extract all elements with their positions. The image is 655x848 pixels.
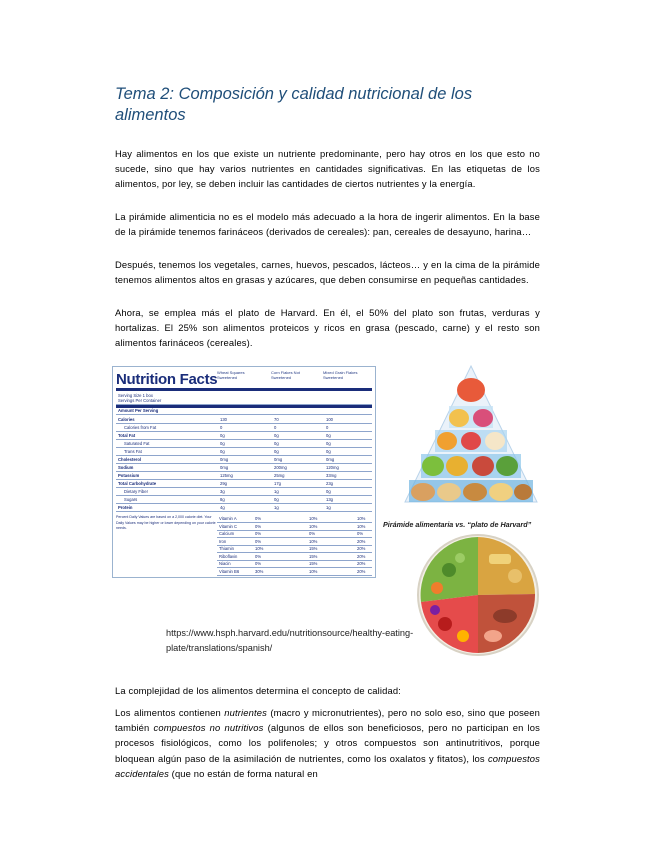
vitamin-row: Vitamin B6 30% 10% 20% (217, 568, 372, 576)
nutrition-row: Sodium 0mg 200mg 120mg (116, 464, 372, 472)
nutrition-facts-heading: Nutrition Facts (116, 371, 218, 388)
food-character-icon (411, 483, 435, 501)
nutrition-row: Sugars 8g 0g 13g (116, 496, 372, 504)
bread-icon (489, 554, 511, 564)
column-header-1: Wheat Squares Sweetened (217, 370, 245, 380)
nutrition-row: Total Carbohydrate 29g 17g 23g (116, 480, 372, 488)
term-compuestos-accidentales: compuestos accidentales (115, 752, 540, 779)
nutrition-footnote: Percent Daily Values are based on a 2,000 calorie diet. Your Daily Values may be higher or lower depending on your calorie needs. (116, 515, 216, 530)
divider (116, 388, 372, 391)
food-character-icon (472, 456, 494, 476)
column-header-3: Mixed Grain Flakes Sweetened (323, 370, 358, 380)
term-nutrientes: nutrientes (224, 707, 267, 718)
page-title: Tema 2: Composición y calidad nutricional de los alimentos (115, 85, 473, 124)
amount-row: Amount Per Serving (116, 407, 372, 415)
food-character-icon (437, 432, 457, 450)
paragraph-5: La complejidad de los alimentos determina el concepto de calidad: (115, 685, 401, 696)
figure-caption: Pirámide alimentaria vs. “plato de Harvard” (383, 520, 532, 529)
vitamin-row: Iron 0% 10% 20% (217, 538, 372, 546)
vegetable-icon (442, 563, 456, 577)
nutrition-row: Cholesterol 0mg 0mg 0mg (116, 456, 372, 464)
food-pyramid-illustration (397, 362, 545, 512)
paragraph-6: Los alimentos contienen nutrientes (macro y micronutrientes), pero no solo eso, sino que poseen también compuestos no nutritivos (algunos de ellos son beneficiosos, pero no participan en los procesos fisiológicos, como los polifenoles; y otros compuestos son antinutritivos, porque bloquean algún paso de la asimilación de nutrientes, como los oxalatos y fitatos), los compuestos accidentales (que no están de forma natural en (115, 707, 541, 779)
food-character-icon (446, 456, 468, 476)
serving-size-row: Serving Size 1 box (118, 393, 153, 398)
fruit-icon (430, 605, 440, 615)
vitamin-row: Thiamin 10% 15% 20% (217, 545, 372, 553)
paragraph-1: Hay alimentos en los que existe un nutriente predominante, pero hay otros en los que esto no sucede, sino que hay varios nutrientes en cantidades significativas. En las etiquetas de los alimentos, por ley, se deben incluir las cantidades de ciertos nutrientes y la energía. (115, 148, 540, 190)
column-header-2: Corn Flakes Not Sweetened (271, 370, 300, 380)
food-character-icon (422, 456, 444, 476)
nutrition-row: Calories from Fat 0 0 0 (116, 424, 372, 432)
food-character-icon (461, 432, 481, 450)
food-character-icon (457, 378, 485, 402)
food-character-icon (496, 456, 518, 476)
vitamin-row: Vitamin C 0% 10% 10% (217, 523, 372, 531)
vitamin-row: Calcium 0% 0% 0% (217, 530, 372, 538)
vitamin-row: Vitamin A 0% 10% 10% (217, 515, 372, 523)
fruit-icon (457, 630, 469, 642)
food-character-icon (463, 483, 487, 501)
vegetable-icon (455, 553, 465, 563)
nutrition-row: Protein 4g 1g 1g (116, 504, 372, 512)
food-character-icon (489, 483, 513, 501)
food-character-icon (473, 409, 493, 427)
paragraph-4: Ahora, se emplea más el plato de Harvard. En él, el 50% del plato son frutas, verduras y hortalizas. El 25% son alimentos proteicos y ricos en grasa (pescado, carne) y el resto son alimentos farináceos (cereales). (115, 307, 540, 349)
nutrition-row: Trans Fat 0g 0g 0g (116, 448, 372, 456)
food-character-icon (437, 483, 461, 501)
fruit-icon (438, 617, 452, 631)
servings-row: Servings Per Container (116, 397, 372, 405)
meat-icon (493, 609, 517, 623)
term-compuestos-no-nutritivos: compuestos no nutritivos (153, 722, 264, 734)
vitamin-row: Riboflavin 0% 15% 20% (217, 553, 372, 561)
food-character-icon (485, 432, 505, 450)
nutrition-row: Saturated Fat 0g 0g 0g (116, 440, 372, 448)
nutrition-row: Calories 130 70 100 (116, 416, 372, 424)
food-character-icon (449, 409, 469, 427)
paragraph-3: Después, tenemos los vegetales, carnes, huevos, pescados, lácteos… y en la cima de la pirámide tenemos alimentos altos en grasas y azúcares, que deben consumirse en pequeñas cantidades. (115, 259, 540, 286)
nutrition-facts-label (112, 366, 376, 578)
plate-grains-section (478, 537, 535, 595)
carrot-icon (431, 582, 443, 594)
fish-icon (484, 630, 502, 642)
nutrition-row: Total Fat 0g 0g 0g (116, 432, 372, 440)
grain-icon (508, 569, 522, 583)
plate-protein-section (478, 594, 535, 653)
vitamin-row: Niacin 0% 15% 20% (217, 560, 372, 568)
nutrition-row: Dietary Fiber 3g 1g 0g (116, 488, 372, 496)
nutrition-row: Potassium 125mg 25mg 33mg (116, 472, 372, 480)
paragraph-2: La pirámide alimenticia no es el modelo más adecuado a la hora de ingerir alimentos. En la base de la pirámide tenemos farináceos (derivados de cereales): pan, cereales de desayuno, harina… (115, 211, 540, 238)
food-character-icon (514, 484, 532, 500)
source-url: https://www.hsph.harvard.edu/nutritionsource/healthy-eating-plate/translations/spanish/ (166, 628, 414, 653)
